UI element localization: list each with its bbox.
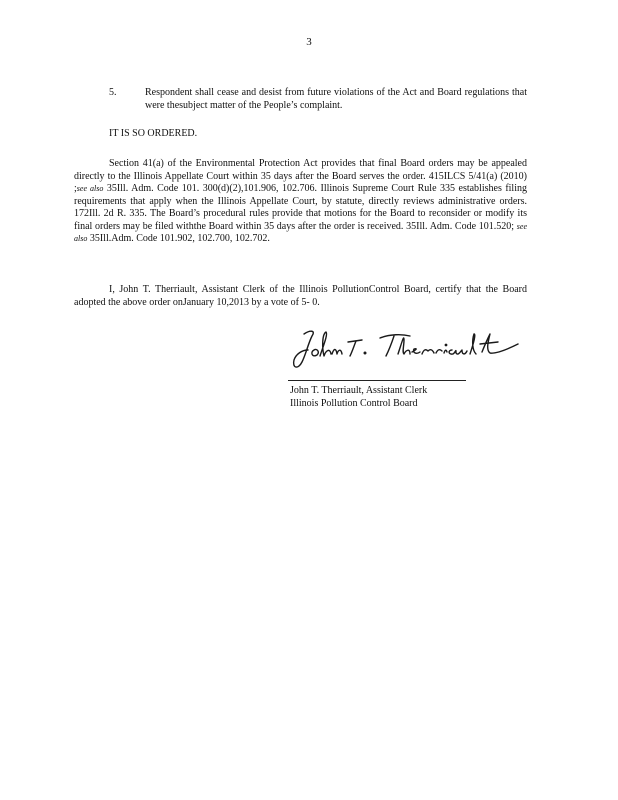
signer-name-title: John T. Therriault, Assistant Clerk xyxy=(290,385,428,396)
see-also-citation-2: see also xyxy=(74,221,527,243)
signature-block xyxy=(290,384,427,410)
see-also-citation-1: see also xyxy=(76,184,104,193)
signature-line xyxy=(288,380,466,381)
item-number: 5. xyxy=(109,87,117,98)
signer-organization: Illinois Pollution Control Board xyxy=(290,398,418,409)
appeal-text-part-a: Section 41(a) of the Environmental Protection Act provides that final Board orders may be appealed directly to the Illinois Appellate Court within 35 days after the Board serves the order. 415ILCS 5/41(a) (2010) ; xyxy=(74,158,527,194)
item-text: Respondent shall cease and desist from future violations of the Act and Board regulations that were thesubject matter of the People’s complaint. xyxy=(145,87,527,111)
appeal-text-part-b: 35Ill. Adm. Code 101. 300(d)(2),101.906, 102.706. Illinois Supreme Court Rule 335 establishes filing requirements that apply when the Illinois Appellate Court, by statute, directly reviews administrative orders. 172Ill. 2d R. 335. The Board’s procedural rules provide that motions for the Board to reconsider or modify its final orders may be filed withthe Board within 35 days after the order is received. 35Ill. Adm. Code 101.520; xyxy=(74,183,527,232)
so-ordered-heading: IT IS SO ORDERED. xyxy=(109,128,198,139)
certification-paragraph: I, John T. Therriault, Assistant Clerk of the Illinois PollutionControl Board, certify that the Board adopted the above order onJanuary 10,2013 by a vote of 5- 0. xyxy=(74,284,527,308)
page-number: 3 xyxy=(306,36,312,48)
appeal-text-part-c: 35Ill.Adm. Code 101.902, 102.700, 102.702. xyxy=(87,233,270,244)
appeal-rights-paragraph xyxy=(74,158,527,246)
signature-image xyxy=(286,320,536,380)
handwritten-signature xyxy=(286,320,536,380)
